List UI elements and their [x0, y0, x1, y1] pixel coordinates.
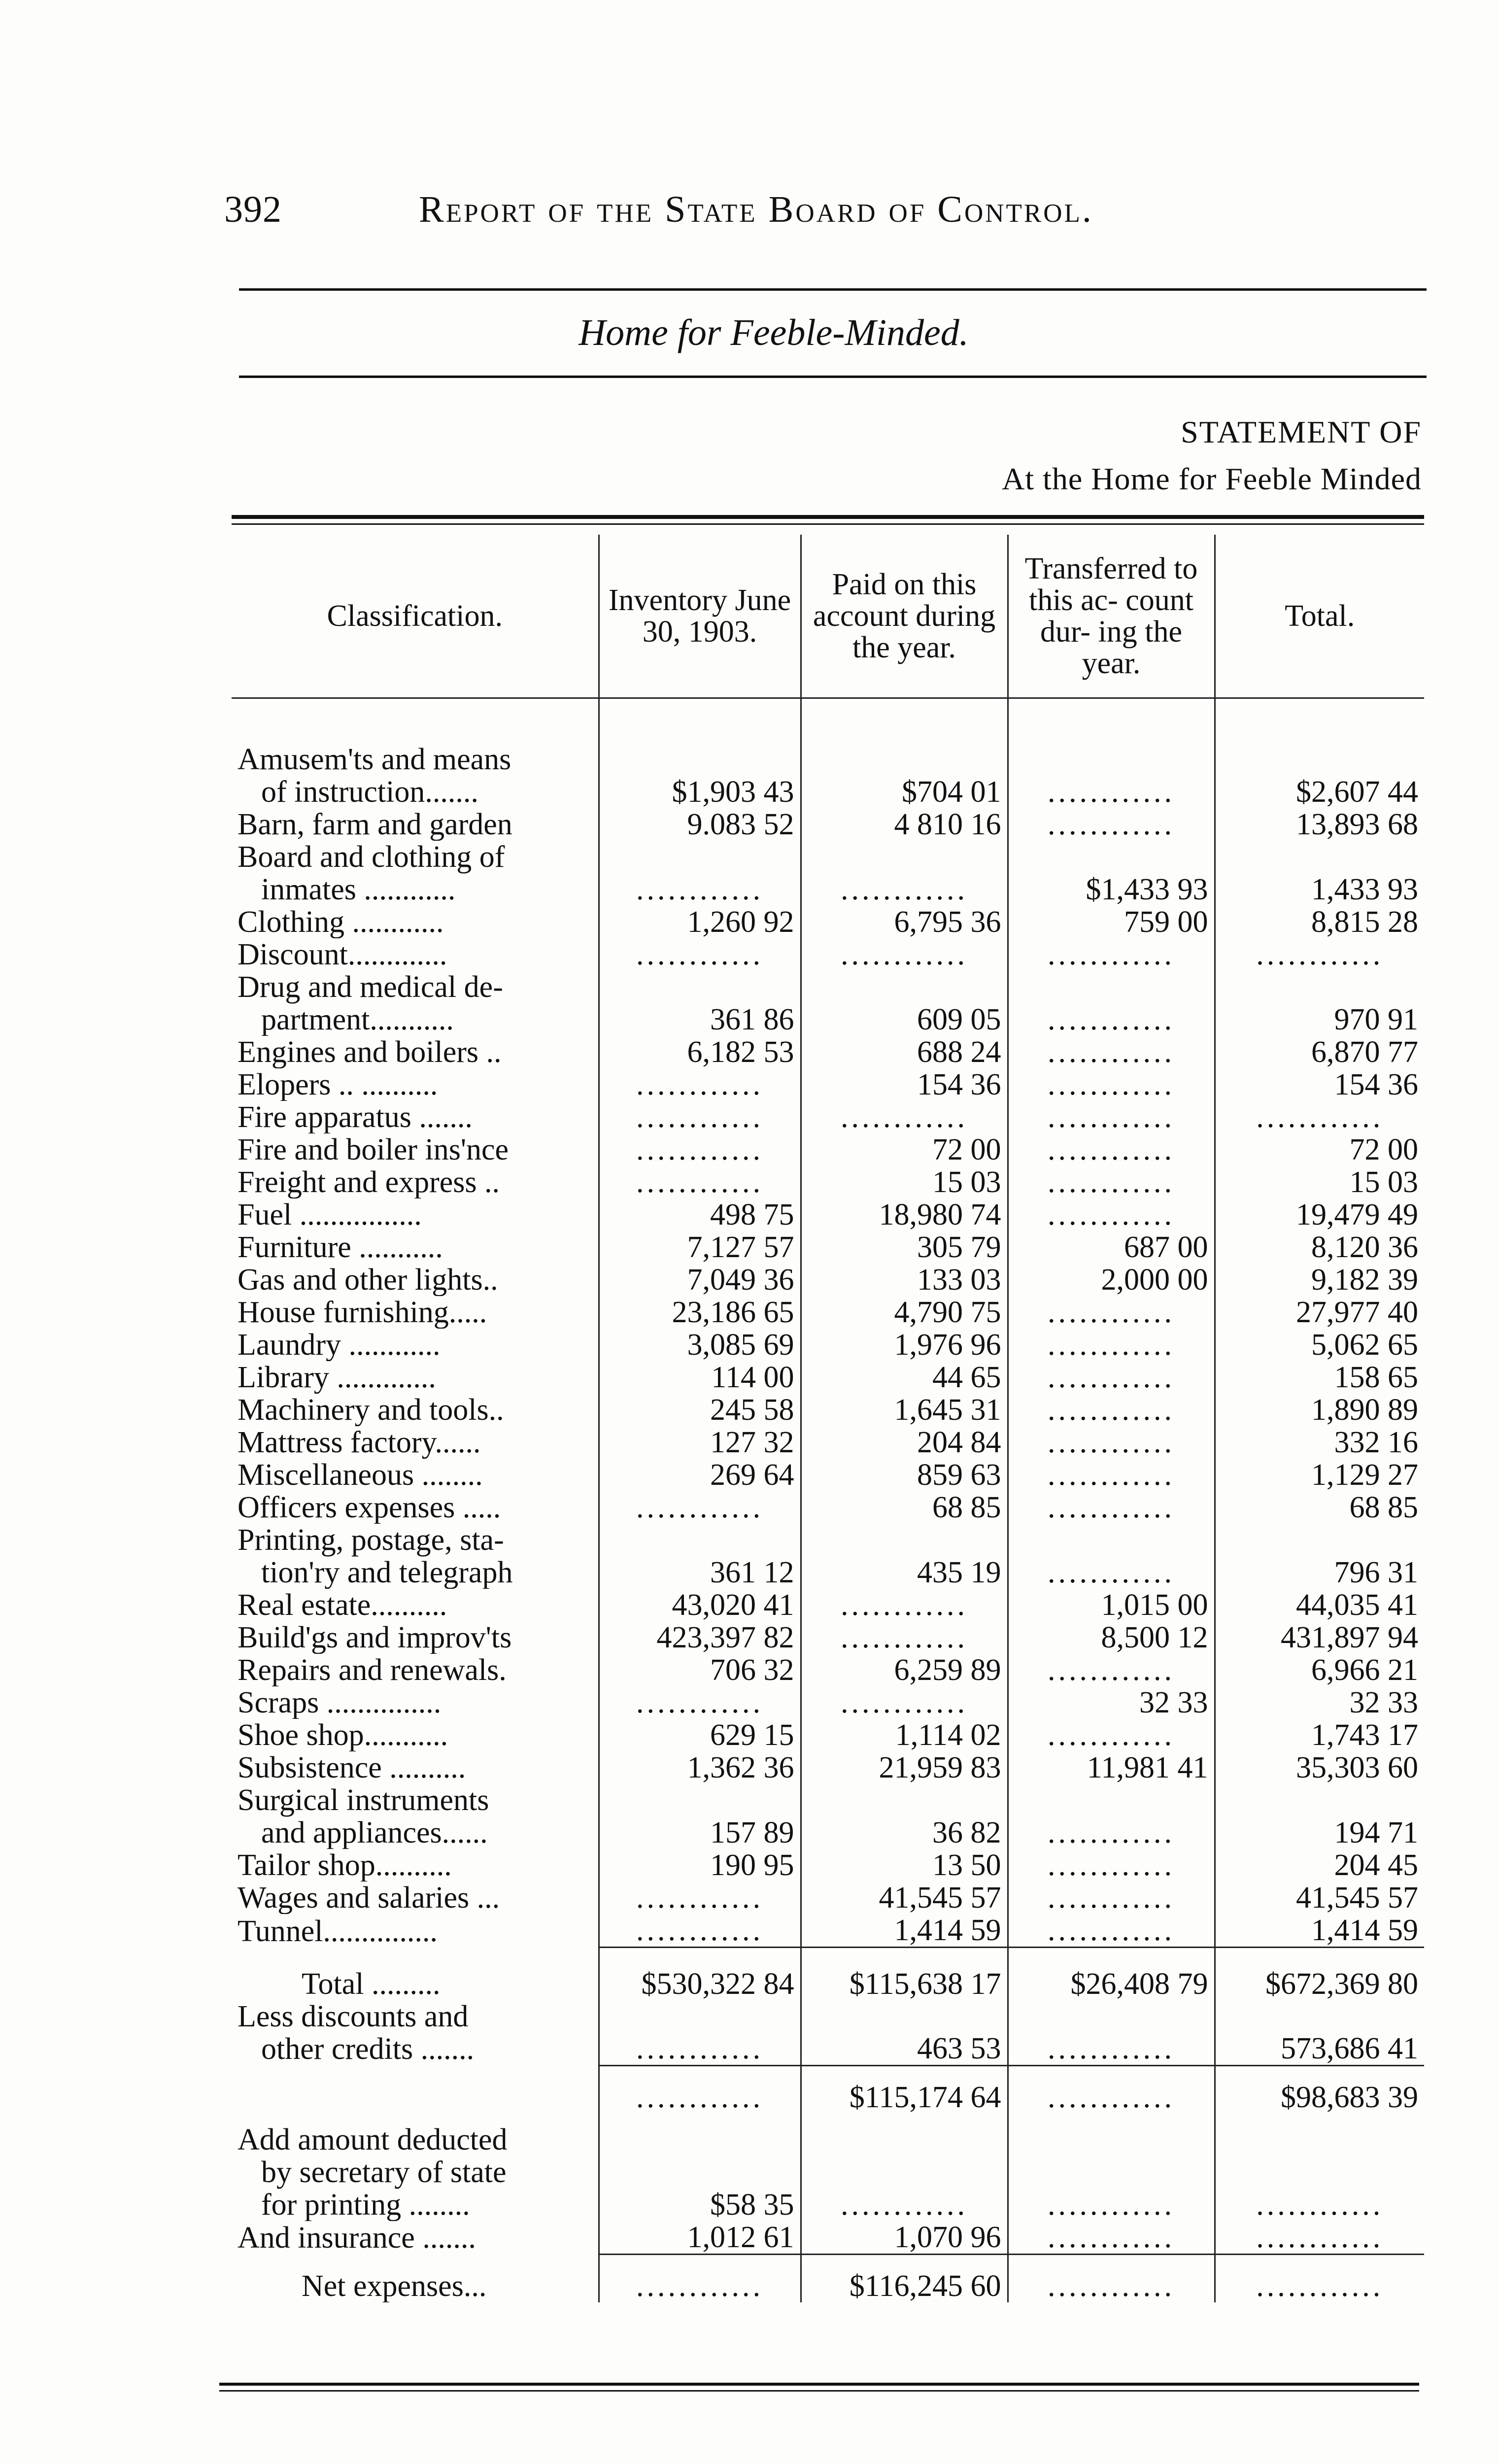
header-rule [239, 288, 1427, 291]
table-row [232, 1914, 1424, 1948]
cell-inventory: ............ [599, 1914, 801, 1948]
row-label-line: Less discounts and [238, 2000, 469, 2033]
row-label [232, 1751, 599, 1784]
row-label [232, 906, 599, 938]
row-label-line: Barn, farm and garden [238, 808, 512, 841]
table-row [232, 1394, 1424, 1426]
table-row [232, 1524, 1424, 1589]
net-expenses-label [232, 2254, 599, 2302]
row-label [232, 938, 599, 971]
row-label-line: Wages and salaries ... [238, 1882, 500, 1914]
row-label [232, 1882, 599, 1914]
row-label-line: Clothing ............ [238, 906, 444, 938]
cell-paid: 305 79 [801, 1231, 1008, 1264]
row-label [232, 1589, 599, 1621]
row-label [232, 1914, 599, 1948]
row-label [232, 1068, 599, 1101]
row-label-line: House furnishing..... [238, 1296, 487, 1329]
total-cell-paid: $115,638 17 [801, 1948, 1008, 2001]
expense-table [232, 535, 1424, 2302]
cell-transferred: ............ [1008, 1426, 1215, 1459]
cell-total: 13,893 68 [1215, 808, 1424, 841]
table-row [232, 1784, 1424, 1849]
cell-paid: 859 63 [801, 1459, 1008, 1491]
table-row [232, 1589, 1424, 1621]
subtitle-rule [239, 376, 1427, 378]
row-label [232, 1036, 599, 1068]
cell-transferred: ............ [1008, 808, 1215, 841]
table-row [232, 1264, 1424, 1296]
add-row [232, 2114, 1424, 2221]
col-header-classification: Classification. [232, 535, 599, 698]
cell-transferred: ............ [1008, 1882, 1215, 1914]
cell-inventory: ............ [599, 1882, 801, 1914]
row-label-line: And insurance ....... [238, 2221, 476, 2254]
cell-transferred: 759 00 [1008, 906, 1215, 938]
cell-transferred: ............ [1008, 1394, 1215, 1426]
cell-inventory: ............ [599, 1491, 801, 1524]
add-row [232, 2221, 1424, 2255]
row-label [232, 1491, 599, 1524]
row-label [232, 1133, 599, 1166]
cell-paid: 44 65 [801, 1361, 1008, 1394]
cell-total: 970 91 [1215, 971, 1424, 1036]
less-cell-inv: ............ [599, 2000, 801, 2065]
cell-paid: ............ [801, 1589, 1008, 1621]
row-label-line: Furniture ........... [238, 1231, 443, 1264]
bottom-rule-thin [219, 2390, 1419, 2392]
net-expenses-label-text: Net expenses... [302, 2269, 487, 2302]
cell-paid: 36 82 [801, 1784, 1008, 1849]
cell-total: 1,129 27 [1215, 1459, 1424, 1491]
cell-paid: 13 50 [801, 1849, 1008, 1882]
row-label-line: Freight and express .. [238, 1166, 500, 1198]
cell-paid: 1,976 96 [801, 1329, 1008, 1361]
row-label-line: Fire and boiler ins'nce [238, 1133, 509, 1166]
cell-inventory: 1,260 92 [599, 906, 801, 938]
table-row [232, 1751, 1424, 1784]
total-cell-inv: $530,322 84 [599, 1948, 801, 2001]
total-label [232, 1948, 599, 2001]
row-label [232, 1264, 599, 1296]
net-subtotal-cell-inv: ............ [599, 2065, 801, 2114]
cell-inventory: ............ [599, 1166, 801, 1198]
row-label [232, 971, 599, 1036]
cell-transferred: ............ [1008, 1036, 1215, 1068]
add-cell-trans: ............ [1008, 2221, 1215, 2255]
cell-inventory: 157 89 [599, 1784, 801, 1849]
cell-total: 6,966 21 [1215, 1654, 1424, 1686]
cell-total: 332 16 [1215, 1426, 1424, 1459]
cell-total: 796 31 [1215, 1524, 1424, 1589]
cell-transferred: 1,015 00 [1008, 1589, 1215, 1621]
cell-transferred: ............ [1008, 1459, 1215, 1491]
table-row [232, 1849, 1424, 1882]
net-cell-inv: ............ [599, 2254, 801, 2302]
cell-total: 19,479 49 [1215, 1198, 1424, 1231]
table-row [232, 808, 1424, 841]
table-row [232, 1296, 1424, 1329]
table-row [232, 1036, 1424, 1068]
cell-transferred: 11,981 41 [1008, 1751, 1215, 1784]
cell-total: 27,977 40 [1215, 1296, 1424, 1329]
table-row [232, 1231, 1424, 1264]
less-cell-total: 573,686 41 [1215, 2000, 1424, 2065]
cell-paid: ............ [801, 841, 1008, 906]
cell-inventory: 9.083 52 [599, 808, 801, 841]
page-number: 392 [224, 189, 282, 230]
running-title: Report of the State Board of Control. [419, 189, 1093, 230]
table-row [232, 1654, 1424, 1686]
row-label-line: partment........... [261, 1003, 454, 1036]
cell-paid: 154 36 [801, 1068, 1008, 1101]
row-label-line: Engines and boilers .. [238, 1036, 502, 1068]
table-header-row [232, 535, 1424, 698]
cell-transferred: ............ [1008, 1524, 1215, 1589]
net-subtotal-row [232, 2065, 1424, 2114]
cell-inventory: 3,085 69 [599, 1329, 801, 1361]
row-label-line: tion'ry and telegraph [261, 1556, 513, 1589]
statement-subheading: At the Home for Feeble Minded [1002, 461, 1422, 496]
table-row [232, 1719, 1424, 1751]
cell-paid: 1,645 31 [801, 1394, 1008, 1426]
row-label [232, 1849, 599, 1882]
table-row [232, 1198, 1424, 1231]
row-label [232, 1198, 599, 1231]
cell-total: 1,743 17 [1215, 1719, 1424, 1751]
cell-paid: 6,259 89 [801, 1654, 1008, 1686]
cell-paid: ............ [801, 1686, 1008, 1719]
row-label-line: Elopers .. .......... [238, 1068, 438, 1101]
row-label-line: Fuel ................ [238, 1198, 422, 1231]
cell-paid: 4,790 75 [801, 1296, 1008, 1329]
cell-inventory: ............ [599, 1686, 801, 1719]
row-label-line: Miscellaneous ........ [238, 1459, 483, 1491]
net-subtotal-cell-paid: $115,174 64 [801, 2065, 1008, 2114]
cell-paid: 21,959 83 [801, 1751, 1008, 1784]
row-label [232, 1654, 599, 1686]
table-row [232, 841, 1424, 906]
row-label-line: by secretary of state [261, 2155, 507, 2189]
table-row [232, 1686, 1424, 1719]
cell-transferred: $1,433 93 [1008, 841, 1215, 906]
row-label [232, 1459, 599, 1491]
total-cell-total: $672,369 80 [1215, 1948, 1424, 2001]
row-label-line: Board and clothing of [238, 841, 505, 874]
cell-transferred: 32 33 [1008, 1686, 1215, 1719]
cell-inventory: ............ [599, 841, 801, 906]
cell-transferred: ............ [1008, 1361, 1215, 1394]
row-label-line: Repairs and renewals. [238, 1654, 507, 1686]
row-label [232, 1361, 599, 1394]
row-label-line: Mattress factory...... [238, 1426, 481, 1459]
cell-paid: 435 19 [801, 1524, 1008, 1589]
row-label [232, 1686, 599, 1719]
cell-inventory: 629 15 [599, 1719, 801, 1751]
table-top-rule [232, 515, 1424, 519]
net-subtotal-label [232, 2065, 599, 2114]
table-row [232, 971, 1424, 1036]
row-label-line: inmates ............ [261, 873, 456, 906]
cell-total: 5,062 65 [1215, 1329, 1424, 1361]
cell-total: 1,414 59 [1215, 1914, 1424, 1948]
net-cell-paid: $116,245 60 [801, 2254, 1008, 2302]
bottom-rule [219, 2383, 1419, 2386]
cell-transferred: ............ [1008, 1914, 1215, 1948]
cell-total: ............ [1215, 1101, 1424, 1133]
cell-total: 9,182 39 [1215, 1264, 1424, 1296]
col-header-transferred: Transferred to this ac- count dur- ing the year. [1008, 535, 1215, 698]
cell-transferred: ............ [1008, 1329, 1215, 1361]
cell-transferred: ............ [1008, 938, 1215, 971]
table-row [232, 1329, 1424, 1361]
row-label [232, 2221, 599, 2255]
section-subtitle: Home for Feeble-Minded. [579, 312, 969, 353]
row-label [232, 1621, 599, 1654]
cell-paid: 41,545 57 [801, 1882, 1008, 1914]
cell-paid: 68 85 [801, 1491, 1008, 1524]
col-header-total: Total. [1215, 535, 1424, 698]
net-subtotal-cell-total: $98,683 39 [1215, 2065, 1424, 2114]
table-row [232, 1361, 1424, 1394]
row-label [232, 1426, 599, 1459]
cell-inventory: ............ [599, 938, 801, 971]
cell-total: 1,433 93 [1215, 841, 1424, 906]
cell-paid: ............ [801, 938, 1008, 971]
row-label [232, 1524, 599, 1589]
cell-inventory: 6,182 53 [599, 1036, 801, 1068]
row-label-line: Real estate.......... [238, 1589, 447, 1621]
cell-inventory: 1,362 36 [599, 1751, 801, 1784]
row-label-line: Subsistence .......... [238, 1751, 466, 1784]
table-row [232, 1068, 1424, 1101]
row-label [232, 1166, 599, 1198]
row-label [232, 743, 599, 808]
cell-paid: 18,980 74 [801, 1198, 1008, 1231]
row-label [232, 808, 599, 841]
cell-paid: $704 01 [801, 743, 1008, 808]
cell-paid: 15 03 [801, 1166, 1008, 1198]
table-row [232, 743, 1424, 808]
cell-total: ............ [1215, 938, 1424, 971]
row-label [232, 1394, 599, 1426]
cell-paid: 4 810 16 [801, 808, 1008, 841]
add-cell-trans: ............ [1008, 2114, 1215, 2221]
table-row [232, 1882, 1424, 1914]
row-label-line: and appliances...... [261, 1816, 488, 1849]
table-row [232, 1491, 1424, 1524]
row-label-line: Discount............. [238, 938, 447, 971]
col-header-inventory: Inventory June 30, 1903. [599, 535, 801, 698]
cell-total: $2,607 44 [1215, 743, 1424, 808]
cell-total: 15 03 [1215, 1166, 1424, 1198]
cell-total: 158 65 [1215, 1361, 1424, 1394]
cell-transferred: ............ [1008, 1296, 1215, 1329]
cell-inventory: 706 32 [599, 1654, 801, 1686]
row-label-line: of instruction....... [261, 775, 478, 808]
cell-total: 35,303 60 [1215, 1751, 1424, 1784]
cell-total: 72 00 [1215, 1133, 1424, 1166]
table-row [232, 906, 1424, 938]
running-header [224, 188, 1093, 231]
row-label-line: Drug and medical de- [238, 971, 503, 1004]
cell-total: 204 45 [1215, 1849, 1424, 1882]
cell-paid: 688 24 [801, 1036, 1008, 1068]
row-label [232, 841, 599, 906]
table-row [232, 1621, 1424, 1654]
table-row [232, 1101, 1424, 1133]
row-label-line: other credits ....... [261, 2032, 475, 2065]
add-cell-inv: 1,012 61 [599, 2221, 801, 2255]
less-cell-paid: 463 53 [801, 2000, 1008, 2065]
cell-inventory: 361 12 [599, 1524, 801, 1589]
cell-transferred: 8,500 12 [1008, 1621, 1215, 1654]
cell-paid: 204 84 [801, 1426, 1008, 1459]
add-cell-paid: ............ [801, 2114, 1008, 2221]
cell-inventory: 43,020 41 [599, 1589, 801, 1621]
cell-paid: 72 00 [801, 1133, 1008, 1166]
row-label [232, 1296, 599, 1329]
row-label-line: Tailor shop.......... [238, 1849, 452, 1882]
cell-inventory: ............ [599, 1101, 801, 1133]
cell-transferred: ............ [1008, 1719, 1215, 1751]
row-label-line: Scraps ............... [238, 1686, 442, 1719]
row-label-line: Shoe shop........... [238, 1719, 448, 1751]
row-label-line: Surgical instruments [238, 1784, 489, 1817]
cell-inventory: 269 64 [599, 1459, 801, 1491]
cell-inventory: 127 32 [599, 1426, 801, 1459]
table-body [232, 698, 1424, 2302]
cell-inventory: 23,186 65 [599, 1296, 801, 1329]
row-label-line: Machinery and tools.. [238, 1394, 504, 1426]
row-label-line: Add amount deducted [238, 2122, 508, 2156]
add-cell-paid: 1,070 96 [801, 2221, 1008, 2255]
less-cell-trans: ............ [1008, 2000, 1215, 2065]
cell-total: 6,870 77 [1215, 1036, 1424, 1068]
row-label-line: Printing, postage, sta- [238, 1524, 504, 1557]
cell-inventory: 114 00 [599, 1361, 801, 1394]
cell-transferred: ............ [1008, 971, 1215, 1036]
total-row [232, 1948, 1424, 2001]
cell-inventory: ............ [599, 1133, 801, 1166]
cell-paid: 1,414 59 [801, 1914, 1008, 1948]
cell-paid: ............ [801, 1101, 1008, 1133]
row-label [232, 1329, 599, 1361]
cell-paid: 6,795 36 [801, 906, 1008, 938]
cell-transferred: ............ [1008, 1198, 1215, 1231]
row-label-line: Fire apparatus ....... [238, 1101, 473, 1133]
total-label-text: Total ......... [302, 1967, 441, 2000]
cell-total: 194 71 [1215, 1784, 1424, 1849]
cell-total: 8,120 36 [1215, 1231, 1424, 1264]
row-label [232, 1101, 599, 1133]
cell-inventory: 7,127 57 [599, 1231, 801, 1264]
net-subtotal-cell-trans: ............ [1008, 2065, 1215, 2114]
cell-paid: 1,114 02 [801, 1719, 1008, 1751]
table-row [232, 1426, 1424, 1459]
row-label-line: Tunnel............... [238, 1914, 438, 1948]
row-label [232, 2000, 599, 2065]
row-label-line: Officers expenses ..... [238, 1491, 501, 1524]
cell-total: 8,815 28 [1215, 906, 1424, 938]
cell-transferred: ............ [1008, 1068, 1215, 1101]
col-header-paid: Paid on this account during the year. [801, 535, 1008, 698]
table-row [232, 1133, 1424, 1166]
net-cell-total: ............ [1215, 2254, 1424, 2302]
less-discounts-row [232, 2000, 1424, 2065]
add-cell-total: ............ [1215, 2221, 1424, 2255]
cell-transferred: ............ [1008, 1491, 1215, 1524]
cell-inventory: 423,397 82 [599, 1621, 801, 1654]
row-label [232, 1784, 599, 1849]
net-expenses-row [232, 2254, 1424, 2302]
table-row [232, 1459, 1424, 1491]
row-label [232, 1231, 599, 1264]
table-row [232, 1166, 1424, 1198]
cell-transferred: ............ [1008, 1654, 1215, 1686]
net-cell-trans: ............ [1008, 2254, 1215, 2302]
cell-transferred: 2,000 00 [1008, 1264, 1215, 1296]
cell-transferred: ............ [1008, 1101, 1215, 1133]
row-label-line: Build'gs and improv'ts [238, 1621, 512, 1654]
cell-transferred: ............ [1008, 743, 1215, 808]
cell-paid: ............ [801, 1621, 1008, 1654]
cell-inventory: ............ [599, 1068, 801, 1101]
cell-transferred: ............ [1008, 1849, 1215, 1882]
total-cell-trans: $26,408 79 [1008, 1948, 1215, 2001]
cell-total: 154 36 [1215, 1068, 1424, 1101]
cell-transferred: ............ [1008, 1784, 1215, 1849]
cell-total: 41,545 57 [1215, 1882, 1424, 1914]
cell-paid: 133 03 [801, 1264, 1008, 1296]
cell-inventory: 498 75 [599, 1198, 801, 1231]
cell-transferred: ............ [1008, 1133, 1215, 1166]
row-label-line: for printing ........ [261, 2188, 470, 2221]
cell-inventory: 7,049 36 [599, 1264, 801, 1296]
cell-total: 32 33 [1215, 1686, 1424, 1719]
cell-total: 431,897 94 [1215, 1621, 1424, 1654]
add-cell-total: ............ [1215, 2114, 1424, 2221]
table-row [232, 938, 1424, 971]
cell-inventory: 245 58 [599, 1394, 801, 1426]
cell-transferred: 687 00 [1008, 1231, 1215, 1264]
cell-total: 68 85 [1215, 1491, 1424, 1524]
cell-transferred: ............ [1008, 1166, 1215, 1198]
row-label [232, 2114, 599, 2221]
row-label-line: Amusem'ts and means [238, 743, 511, 776]
cell-paid: 609 05 [801, 971, 1008, 1036]
cell-inventory: 190 95 [599, 1849, 801, 1882]
cell-total: 1,890 89 [1215, 1394, 1424, 1426]
row-label-line: Laundry ............ [238, 1329, 441, 1361]
row-label-line: Gas and other lights.. [238, 1264, 498, 1296]
spacer-row [232, 698, 1424, 744]
cell-inventory: 361 86 [599, 971, 801, 1036]
row-label-line: Library ............. [238, 1361, 436, 1394]
add-cell-inv: $58 35 [599, 2114, 801, 2221]
table-top-rule-thin [232, 523, 1424, 525]
statement-heading: STATEMENT OF [1181, 414, 1422, 449]
cell-inventory: $1,903 43 [599, 743, 801, 808]
row-label [232, 1719, 599, 1751]
cell-total: 44,035 41 [1215, 1589, 1424, 1621]
